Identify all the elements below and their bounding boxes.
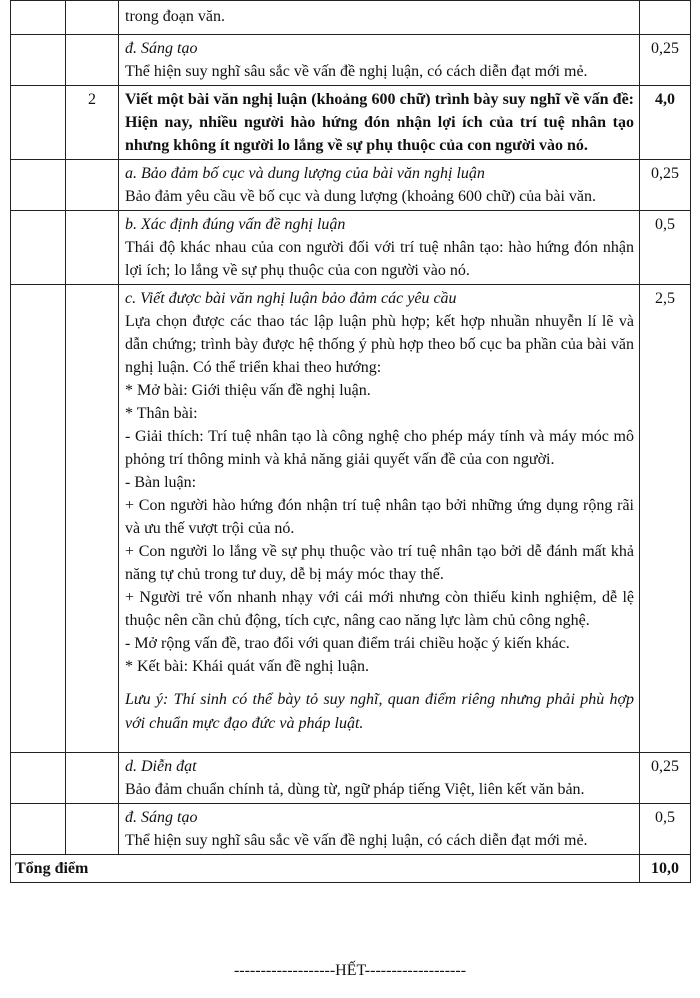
criterion-line: * Thân bài: [125, 405, 198, 422]
total-row [11, 855, 691, 883]
question-cell [66, 753, 119, 804]
criterion-line: * Kết bài: Khái quát vấn đề nghị luận. [125, 658, 369, 675]
criterion-text: Bảo đảm chuẩn chính tả, dùng từ, ngữ pháp tiếng Việt, liên kết văn bản. [125, 781, 585, 798]
table-row [11, 1, 691, 35]
criterion-title: d. Diễn đạt [125, 758, 197, 775]
note-text: Lưu ý: Thí sinh có thể bày tỏ suy nghĩ, quan điểm riêng nhưng phải phù hợp với chuẩn mực đạo đức và pháp luật. [125, 691, 634, 732]
scoring-table-wrapper [10, 0, 690, 883]
table-row [11, 86, 691, 160]
criterion-title: đ. Sáng tạo [125, 809, 198, 826]
criterion-line: Lựa chọn được các thao tác lập luận phù hợp; kết hợp nhuần nhuyễn lí lẽ và dẫn chứng; trình bày được hệ thống ý phù hợp theo bố cục ba phần của bài văn nghị luận. Có thể triển khai theo hướng: [125, 313, 634, 376]
total-score: 10,0 [640, 855, 691, 883]
question-cell [66, 1, 119, 35]
criterion-text: Thái độ khác nhau của con người đối với trí tuệ nhân tạo: hào hứng đón nhận lợi ích; lo lắng về sự phụ thuộc của con người vào nó. [125, 239, 634, 279]
question-cell [66, 285, 119, 753]
criterion-title: b. Xác định đúng vấn đề nghị luận [125, 216, 346, 233]
content-cell [119, 211, 640, 285]
part-cell [11, 804, 66, 855]
criterion-title: đ. Sáng tạo [125, 40, 198, 57]
question-cell [66, 211, 119, 285]
criterion-title: c. Viết được bài văn nghị luận bảo đảm các yêu cầu [125, 290, 457, 307]
part-cell [11, 285, 66, 753]
criterion-line: + Người trẻ vốn nhanh nhạy với cái mới nhưng còn thiếu kinh nghiệm, dễ lệ thuộc nên cần chủ động, tích cực, nâng cao năng lực làm chủ công nghệ. [125, 589, 634, 629]
content-cell [119, 804, 640, 855]
criterion-line: - Mở rộng vấn đề, trao đổi với quan điểm trái chiều hoặc ý kiến khác. [125, 635, 570, 652]
content-cell [119, 1, 640, 35]
total-label: Tổng điểm [11, 855, 640, 883]
criterion-text: Thể hiện suy nghĩ sâu sắc về vấn đề nghị luận, có cách diễn đạt mới mẻ. [125, 832, 588, 849]
continued-text: trong đoạn văn. [125, 8, 225, 25]
end-marker: -------------------HẾT------------------- [233, 962, 467, 979]
score-value: 2,5 [640, 285, 691, 753]
content-cell [119, 160, 640, 211]
table-row [11, 35, 691, 86]
question-cell [66, 804, 119, 855]
part-cell [11, 1, 66, 35]
table-row [11, 804, 691, 855]
criterion-text: Bảo đảm yêu cầu về bố cục và dung lượng (khoảng 600 chữ) của bài văn. [125, 188, 596, 205]
part-cell [11, 753, 66, 804]
part-cell [11, 160, 66, 211]
score-value: 0,25 [640, 35, 691, 86]
criterion-line: + Con người lo lắng về sự phụ thuộc vào trí tuệ nhân tạo bởi dễ đánh mất khả năng tự chủ trong tư duy, dễ bị máy móc thay thế. [125, 543, 634, 583]
table-row [11, 753, 691, 804]
score-cell [640, 1, 691, 35]
part-cell [11, 86, 66, 160]
score-value: 0,5 [640, 211, 691, 285]
criterion-line: - Giải thích: Trí tuệ nhân tạo là công nghệ cho phép máy tính và máy móc mô phỏng trí thông minh và khả năng giải quyết vấn đề của con người. [125, 428, 634, 468]
content-cell [119, 285, 640, 753]
criterion-text: Thể hiện suy nghĩ sâu sắc về vấn đề nghị luận, có cách diễn đạt mới mẻ. [125, 63, 588, 80]
part-cell [11, 211, 66, 285]
content-cell [119, 753, 640, 804]
table-row [11, 211, 691, 285]
score-value: 0,25 [640, 753, 691, 804]
question-prompt: Viết một bài văn nghị luận (khoảng 600 chữ) trình bày suy nghĩ về vấn đề: Hiện nay, nhiều người hào hứng đón nhận lợi ích của trí tuệ nhân tạo nhưng không ít người lo lắng về sự phụ thuộc của con người vào nó. [125, 91, 634, 154]
content-cell [119, 86, 640, 160]
table-row [11, 285, 691, 753]
criterion-line: - Bàn luận: [125, 474, 197, 491]
question-cell [66, 35, 119, 86]
criterion-title: a. Bảo đảm bố cục và dung lượng của bài văn nghị luận [125, 165, 485, 182]
score-value: 0,25 [640, 160, 691, 211]
scoring-table [10, 0, 691, 883]
criterion-line: * Mở bài: Giới thiệu vấn đề nghị luận. [125, 382, 371, 399]
table-row [11, 160, 691, 211]
score-value: 0,5 [640, 804, 691, 855]
question-cell [66, 160, 119, 211]
part-cell [11, 35, 66, 86]
content-cell [119, 35, 640, 86]
criterion-line: + Con người hào hứng đón nhận trí tuệ nhân tạo bởi những ứng dụng rộng rãi và ưu thế vượt trội của nó. [125, 497, 634, 537]
question-number: 2 [66, 86, 119, 160]
score-value: 4,0 [640, 86, 691, 160]
